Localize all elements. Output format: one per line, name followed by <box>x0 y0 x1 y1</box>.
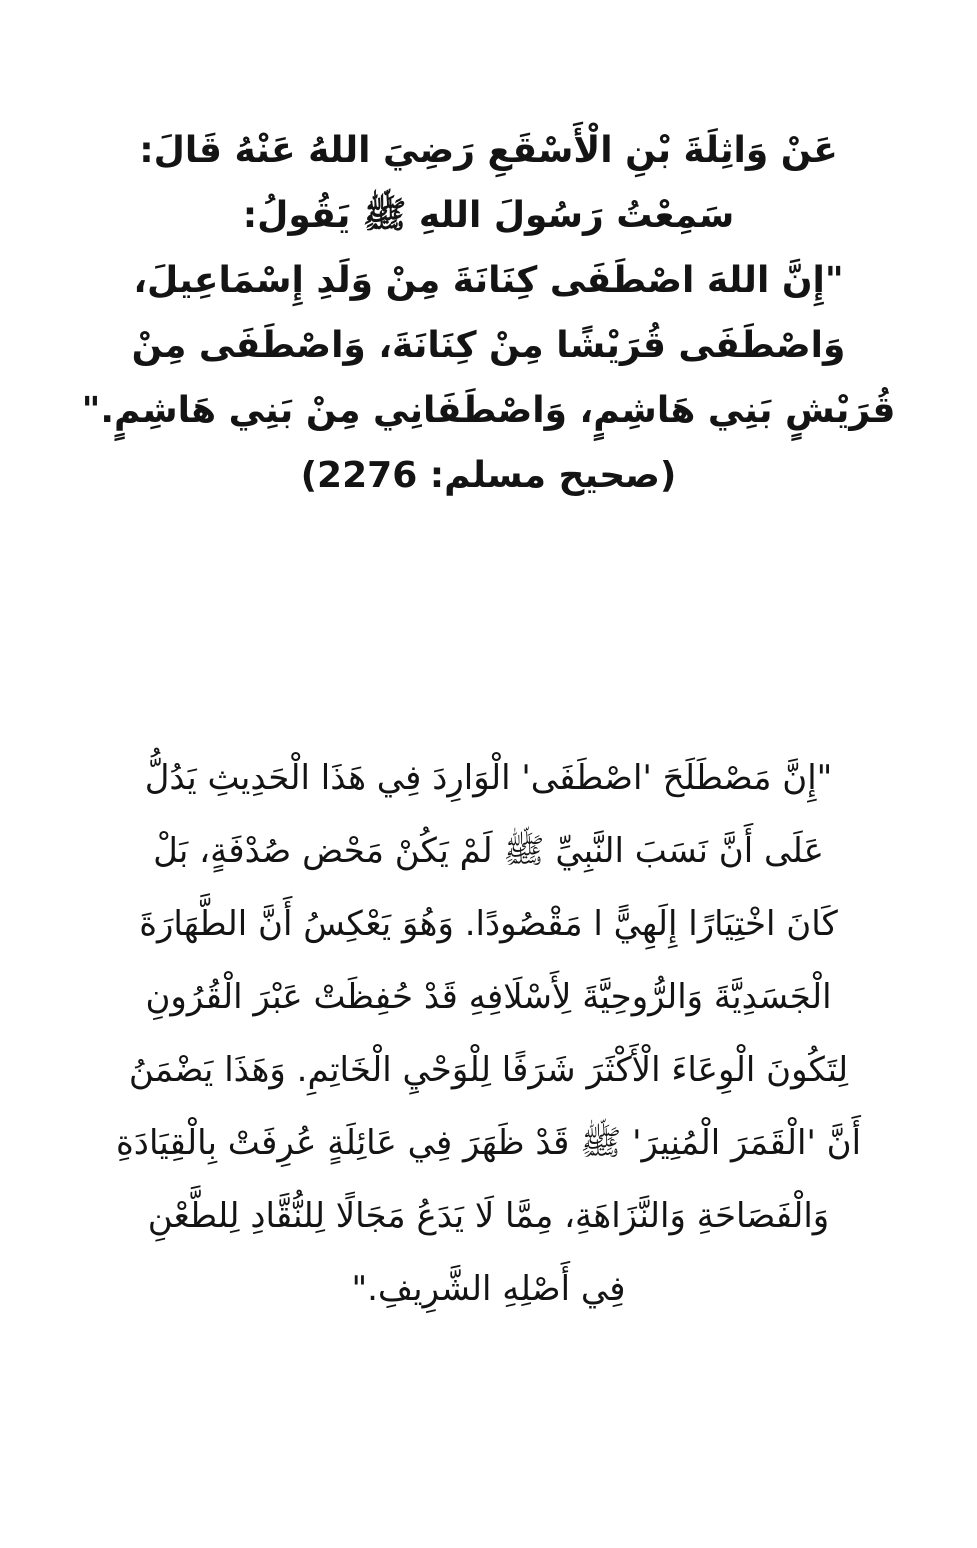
hadith-line: وَاصْطَفَى قُرَيْشًا مِنْ كِنَانَةَ، وَاصْطَفَى مِنْ <box>131 325 846 366</box>
commentary-line: "إِنَّ مَصْطَلَحَ 'اصْطَفَى' الْوَارِدَ فِي هَذَا الْحَدِيثِ يَدُلُّ <box>144 758 833 798</box>
commentary-line: كَانَ اخْتِيَارًا إِلَهِيًّ ا مَقْصُودًا. وَهُوَ يَعْكِسُ أَنَّ الطَّهَارَةَ <box>139 904 838 944</box>
hadith-line: "إِنَّ اللهَ اصْطَفَى كِنَانَةَ مِنْ وَلَدِ إِسْمَاعِيلَ، <box>133 260 844 301</box>
commentary-line: لِتَكُونَ الْوِعَاءَ الْأَكْثَرَ شَرَفًا لِلْوَحْيِ الْخَاتِمِ. وَهَذَا يَضْمَنُ <box>128 1050 849 1090</box>
commentary-line: الْجَسَدِيَّةَ وَالرُّوحِيَّةَ لِأَسْلَافِهِ قَدْ حُفِظَتْ عَبْرَ الْقُرُونِ <box>145 977 832 1017</box>
hadith-quote <box>60 118 917 508</box>
hadith-source-reference: (صحيح مسلم: 2276) <box>300 455 677 496</box>
commentary-paragraph <box>50 742 927 1326</box>
commentary-line: عَلَى أَنَّ نَسَبَ النَّبِيِّ ﷺ لَمْ يَكُنْ مَحْض صُدْفَةٍ، بَلْ <box>153 831 824 871</box>
commentary-line: فِي أَصْلِهِ الشَّرِيفِ." <box>351 1269 626 1309</box>
hadith-line: سَمِعْتُ رَسُولَ اللهِ ﷺ يَقُولُ: <box>242 195 735 236</box>
commentary-line: وَالْفَصَاحَةِ وَالنَّزَاهَةِ، مِمَّا لَا يَدَعُ مَجَالًا لِلنُّقَّادِ لِلطَّعْنِ <box>147 1196 830 1236</box>
commentary-line: أَنَّ 'الْقَمَرَ الْمُنِيرَ' ﷺ قَدْ ظَهَرَ فِي عَائِلَةٍ عُرِفَتْ بِالْقِيَادَةِ <box>115 1123 862 1163</box>
hadith-line: عَنْ وَاثِلَةَ بْنِ الْأَسْقَعِ رَضِيَ اللهُ عَنْهُ قَالَ: <box>139 130 838 171</box>
hadith-line: قُرَيْشٍ بَنِي هَاشِمٍ، وَاصْطَفَانِي مِنْ بَنِي هَاشِمٍ." <box>81 390 896 431</box>
